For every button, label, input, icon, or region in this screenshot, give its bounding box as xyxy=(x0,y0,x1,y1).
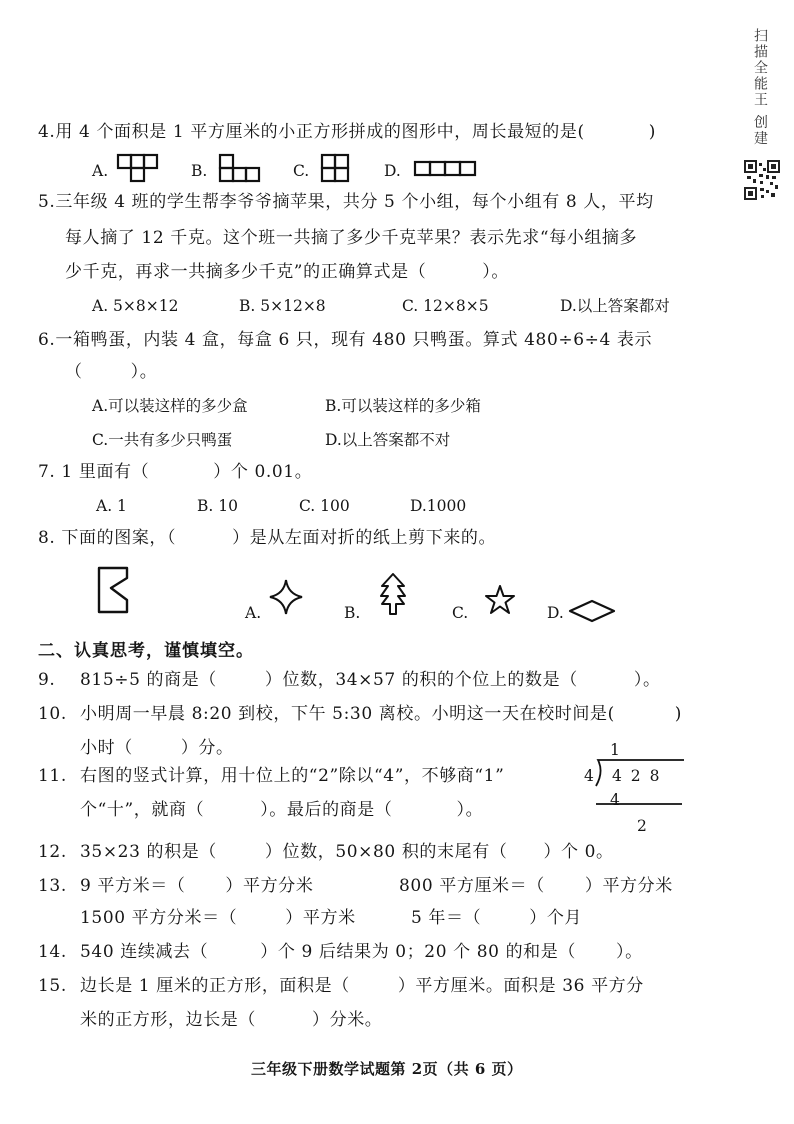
q6-option-b: B.可以装这样的多少箱 xyxy=(325,397,481,415)
q10-text-line2: 小时（ ）分。 xyxy=(80,738,234,758)
q7-option-c: C. 100 xyxy=(299,497,350,515)
q10-text-line1: 小明周一早晨 8:20 到校，下午 5:30 离校。小明这一天在校时间是( ) xyxy=(80,704,683,724)
q6-line2: （ ）。 xyxy=(65,362,158,382)
q5-line3: 少千克，再求一共摘多少千克”的正确算式是（ ）。 xyxy=(65,262,509,282)
q6-option-c: C.一共有多少只鸭蛋 xyxy=(92,431,233,449)
q13-number: 13. xyxy=(38,876,67,896)
q5-option-d: D.以上答案都对 xyxy=(560,297,670,315)
q7-stem: 7. 1 里面有（ ）个 0.01。 xyxy=(38,462,313,482)
q15-number: 15. xyxy=(38,976,67,996)
section-2-heading: 二、认真思考，谨慎填空。 xyxy=(38,641,254,661)
q5-option-c: C. 12×8×5 xyxy=(402,297,489,315)
q5-option-b: B. 5×12×8 xyxy=(239,297,326,315)
q15-text-line1: 边长是 1 厘米的正方形，面积是（ ）平方厘米。面积是 36 平方分 xyxy=(80,976,644,996)
q4-option-b-shape xyxy=(219,154,263,184)
q13-text-line2b: 5 年＝（ ）个月 xyxy=(411,908,583,928)
q13-text-line2a: 1500 平方分米＝（ ）平方米 xyxy=(80,908,356,928)
q14-text: 540 连续减去（ ）个 9 后结果为 0；20 个 80 的和是（ ）。 xyxy=(80,942,643,962)
q4-option-b-label: B. xyxy=(191,162,208,180)
q4-option-a-shape xyxy=(117,154,161,184)
q4-option-c-label: C. xyxy=(293,162,310,180)
q5-option-a: A. 5×8×12 xyxy=(92,297,179,315)
division-dividend: 4 2 8 xyxy=(612,767,662,785)
q4-option-c-shape xyxy=(321,154,351,184)
q8-stem: 8. 下面的图案，（ ）是从左面对折的纸上剪下来的。 xyxy=(38,528,497,548)
qr-code-icon xyxy=(744,160,780,200)
q4-stem: 4.用 4 个面积是 1 平方厘米的小正方形拼成的图形中，周长最短的是( ) xyxy=(38,122,656,142)
division-divisor: 4 xyxy=(584,767,594,785)
page-footer: 三年级下册数学试题第 2页（共 6 页） xyxy=(251,1060,523,1078)
division-quotient: 1 xyxy=(610,741,620,759)
q8-option-c-label: C. xyxy=(452,604,469,622)
q8-option-d-label: D. xyxy=(547,604,564,622)
q12-text: 35×23 的积是（ ）位数，50×80 积的末尾有（ ）个 0。 xyxy=(80,842,614,862)
q7-option-a: A. 1 xyxy=(96,497,127,515)
q8-folded-paper-shape xyxy=(97,566,133,616)
q9-number: 9. xyxy=(38,670,56,690)
division-subtrahend: 4 xyxy=(610,791,620,809)
q11-text-line2: 个“十”，就商（ ）。最后的商是（ ）。 xyxy=(80,800,484,820)
division-remainder: 2 xyxy=(637,817,647,835)
scanner-watermark: 扫描全能王 创建 xyxy=(752,28,768,147)
q8-option-a-star-shape xyxy=(266,578,306,618)
q12-number: 12. xyxy=(38,842,67,862)
q5-line1: 5.三年级 4 班的学生帮李爷爷摘苹果，共分 5 个小组，每个小组有 8 人，平均 xyxy=(38,192,654,212)
q13-text-line1a: 9 平方米＝（ ）平方分米 xyxy=(80,876,314,896)
q4-option-d-shape xyxy=(414,161,476,177)
q7-option-b: B. 10 xyxy=(197,497,238,515)
q4-option-d-label: D. xyxy=(384,162,401,180)
q15-text-line2: 米的正方形，边长是（ ）分米。 xyxy=(80,1010,383,1030)
q10-number: 10. xyxy=(38,704,67,724)
q6-option-a: A.可以装这样的多少盒 xyxy=(92,397,248,415)
q8-option-b-tree-shape xyxy=(378,572,408,616)
q11-number: 11. xyxy=(38,766,67,786)
q11-text-line1: 右图的竖式计算，用十位上的“2”除以“4”，不够商“1” xyxy=(80,766,505,786)
q8-option-d-diamond-shape xyxy=(568,599,616,623)
q9-text: 815÷5 的商是（ ）位数，34×57 的积的个位上的数是（ ）。 xyxy=(80,670,661,690)
q13-text-line1b: 800 平方厘米＝（ ）平方分米 xyxy=(399,876,673,896)
q14-number: 14. xyxy=(38,942,67,962)
q8-option-b-label: B. xyxy=(344,604,361,622)
q8-option-c-star-shape xyxy=(484,584,516,616)
q6-line1: 6.一箱鸭蛋，内装 4 盒，每盒 6 只，现有 480 只鸭蛋。算式 480÷6÷4 表示 xyxy=(38,330,653,350)
q4-option-a-label: A. xyxy=(92,162,109,180)
q5-line2: 每人摘了 12 千克。这个班一共摘了多少千克苹果？表示先求“每小组摘多 xyxy=(65,228,638,248)
q8-option-a-label: A. xyxy=(245,604,262,622)
q7-option-d: D.1000 xyxy=(410,497,467,515)
q6-option-d: D.以上答案都不对 xyxy=(325,431,451,449)
